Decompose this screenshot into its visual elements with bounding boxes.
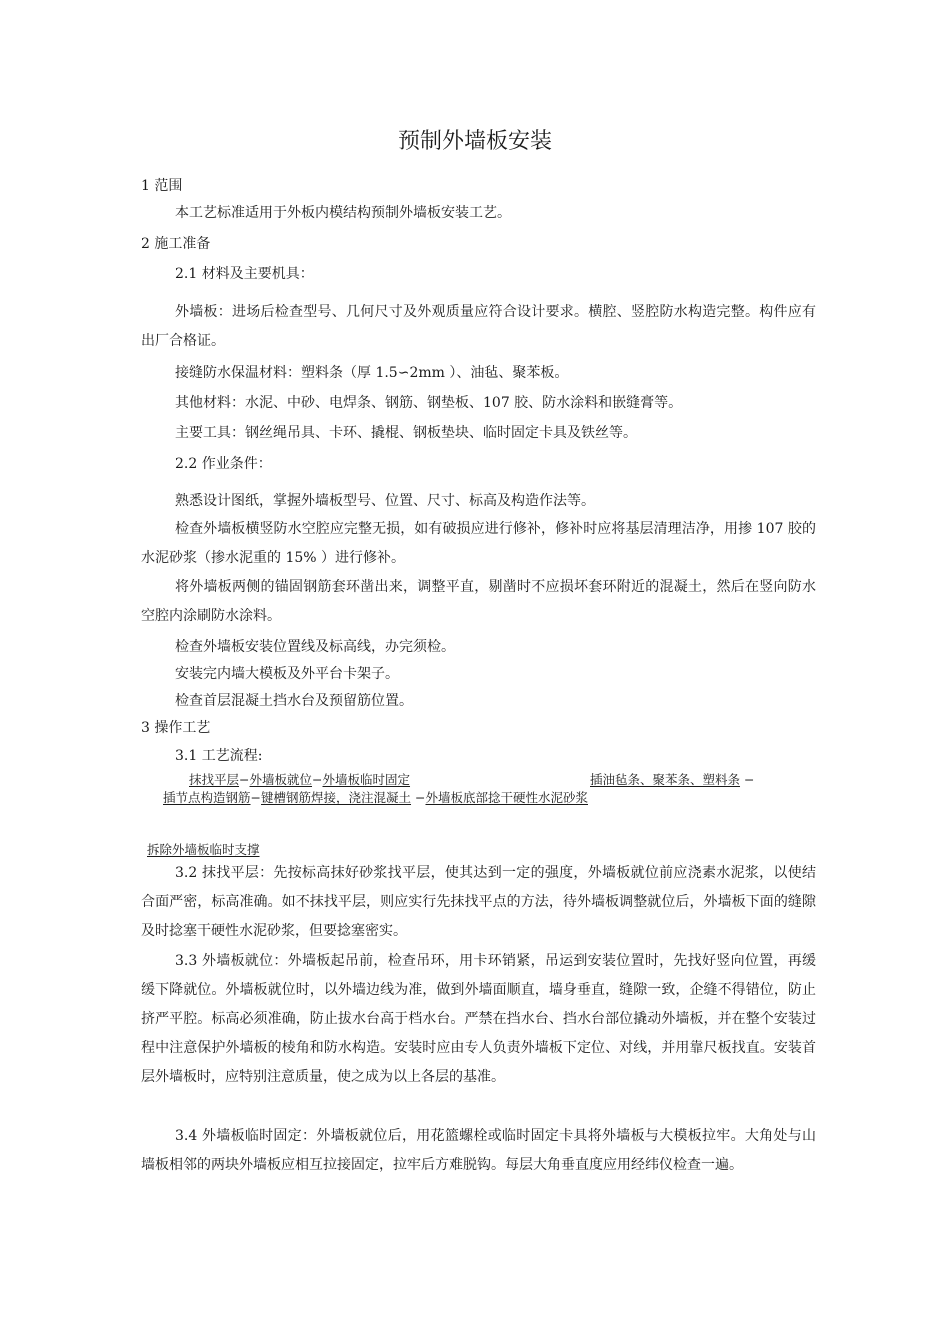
process-flow-row-1b	[590, 772, 754, 788]
flow-separator: −	[744, 772, 755, 787]
flow-step-leveling-layer: 抹找平层	[189, 772, 240, 787]
paragraph-condition-4: 检查外墙板安装位置线及标高线，办完须检。	[175, 639, 455, 655]
paragraph-condition-6: 检查首层混凝土挡水台及预留筋位置。	[175, 693, 413, 709]
paragraph-tools: 主要工具：钢丝绳吊具、卡环、撬棍、钢板垫块、临时固定卡具及铁丝等。	[175, 425, 637, 441]
paragraph-condition-3: 将外墙板两侧的锚固钢筋套环凿出来，调整平直，剔凿时不应损坏套环附近的混凝土，然后在竖向防水空腔内涂刷防水涂料。	[141, 579, 816, 624]
document-title: 预制外墙板安装	[397, 129, 552, 154]
paragraph-condition-5: 安装完内墙大模板及外平台卡架子。	[175, 666, 399, 682]
paragraph-condition-1: 熟悉设计图纸，掌握外墙板型号、位置、尺寸、标高及构造作法等。	[175, 493, 595, 509]
flow-step-remove-support: 拆除外墙板临时支撑	[147, 842, 260, 857]
paragraph-3-4-temporary-fixing: 3.4 外墙板临时固定：外墙板就位后，用花篮螺栓或临时固定卡具将外墙板与大模板拉牢。大角处与山墙板相邻的两块外墙板应相互拉接固定，拉牢后方难脱钩。每层大角垂直度应用经纬仪检查一遍。	[141, 1128, 816, 1173]
paragraph-joint-materials: 接缝防水保温材料：塑料条（厚 1.5∽2mm ）、油毡、聚苯板。	[175, 365, 569, 381]
paragraph-3-3-positioning: 3.3 外墙板就位：外墙板起吊前，检查吊环，用卡环销紧，吊运到安装位置时，先找好竖向位置，再缓缓下降就位。外墙板就位时，以外墙边线为准，做到外墙面顺直，墙身垂直，缝隙一致，企缝不得错位，防止挤严平腔。标高必须准确，防止拔水台高于档水台。严禁在挡水台、挡水台部位撬动外墙板，并在整个安装过程中注意保护外墙板的棱角和防水构造。安装时应由专人负责外墙板下定位、对线，并用靠尺板找直。安装首层外墙板时，应特别注意质量，使之成为以上各层的基准。	[141, 953, 816, 1085]
process-flow-row-2	[163, 790, 588, 806]
subsection-2-2-heading: 2.2 作业条件：	[175, 456, 272, 472]
flow-step-panel-positioning: 外墙板就位	[249, 772, 313, 787]
paragraph-other-materials: 其他材料：水泥、中砂、电焊条、钢筋、钢垫板、107 胶、防水涂料和嵌缝膏等。	[175, 395, 683, 411]
subsection-2-1-heading: 2.1 材料及主要机具：	[175, 266, 314, 282]
process-flow-row-3	[147, 842, 260, 858]
paragraph-3-2-leveling: 3.2 抹找平层：先按标高抹好砂浆找平层，使其达到一定的强度，外墙板就位前应浇素水泥浆，以使结合面严密，标高准确。如不抹找平层，则应实行先抹找平点的方法，待外墙板调整就位后，外墙板下面的缝隙及时捻塞干硬性水泥砂浆，但要捻塞密实。	[141, 865, 816, 939]
flow-separator: −	[312, 772, 323, 787]
process-flow-row-1	[189, 772, 410, 788]
flow-separator: −	[239, 772, 250, 787]
flow-step-insert-strips: 插油毡条、聚苯条、塑料条	[590, 772, 741, 787]
section-1-paragraph: 本工艺标准适用于外板内模结构预制外墙板安装工艺。	[175, 205, 511, 221]
flow-separator: −	[250, 790, 261, 805]
section-1-heading: 1 范围	[141, 178, 183, 194]
subsection-3-1-heading: 3.1 工艺流程:	[175, 748, 263, 764]
flow-separator: −	[415, 790, 426, 805]
paragraph-wall-panel: 外墙板：进场后检查型号、几何尺寸及外观质量应符合设计要求。横腔、竖腔防水构造完整。构件应有出厂合格证。	[141, 304, 816, 349]
flow-step-node-rebar: 插节点构造钢筋	[163, 790, 251, 805]
section-3-heading: 3 操作工艺	[141, 720, 211, 736]
flow-step-mortar-packing: 外墙板底部捻干硬性水泥砂浆	[425, 790, 588, 805]
paragraph-condition-2: 检查外墙板横竖防水空腔应完整无损，如有破损应进行修补，修补时应将基层清理洁净，用掺 107 胶的水泥砂浆（掺水泥重的 15% ）进行修补。	[141, 521, 816, 566]
flow-step-temporary-fixing: 外墙板临时固定	[322, 772, 411, 787]
flow-step-welding-concrete: 键槽钢筋焊接，浇注混凝土	[261, 790, 412, 805]
section-2-heading: 2 施工准备	[141, 236, 211, 252]
